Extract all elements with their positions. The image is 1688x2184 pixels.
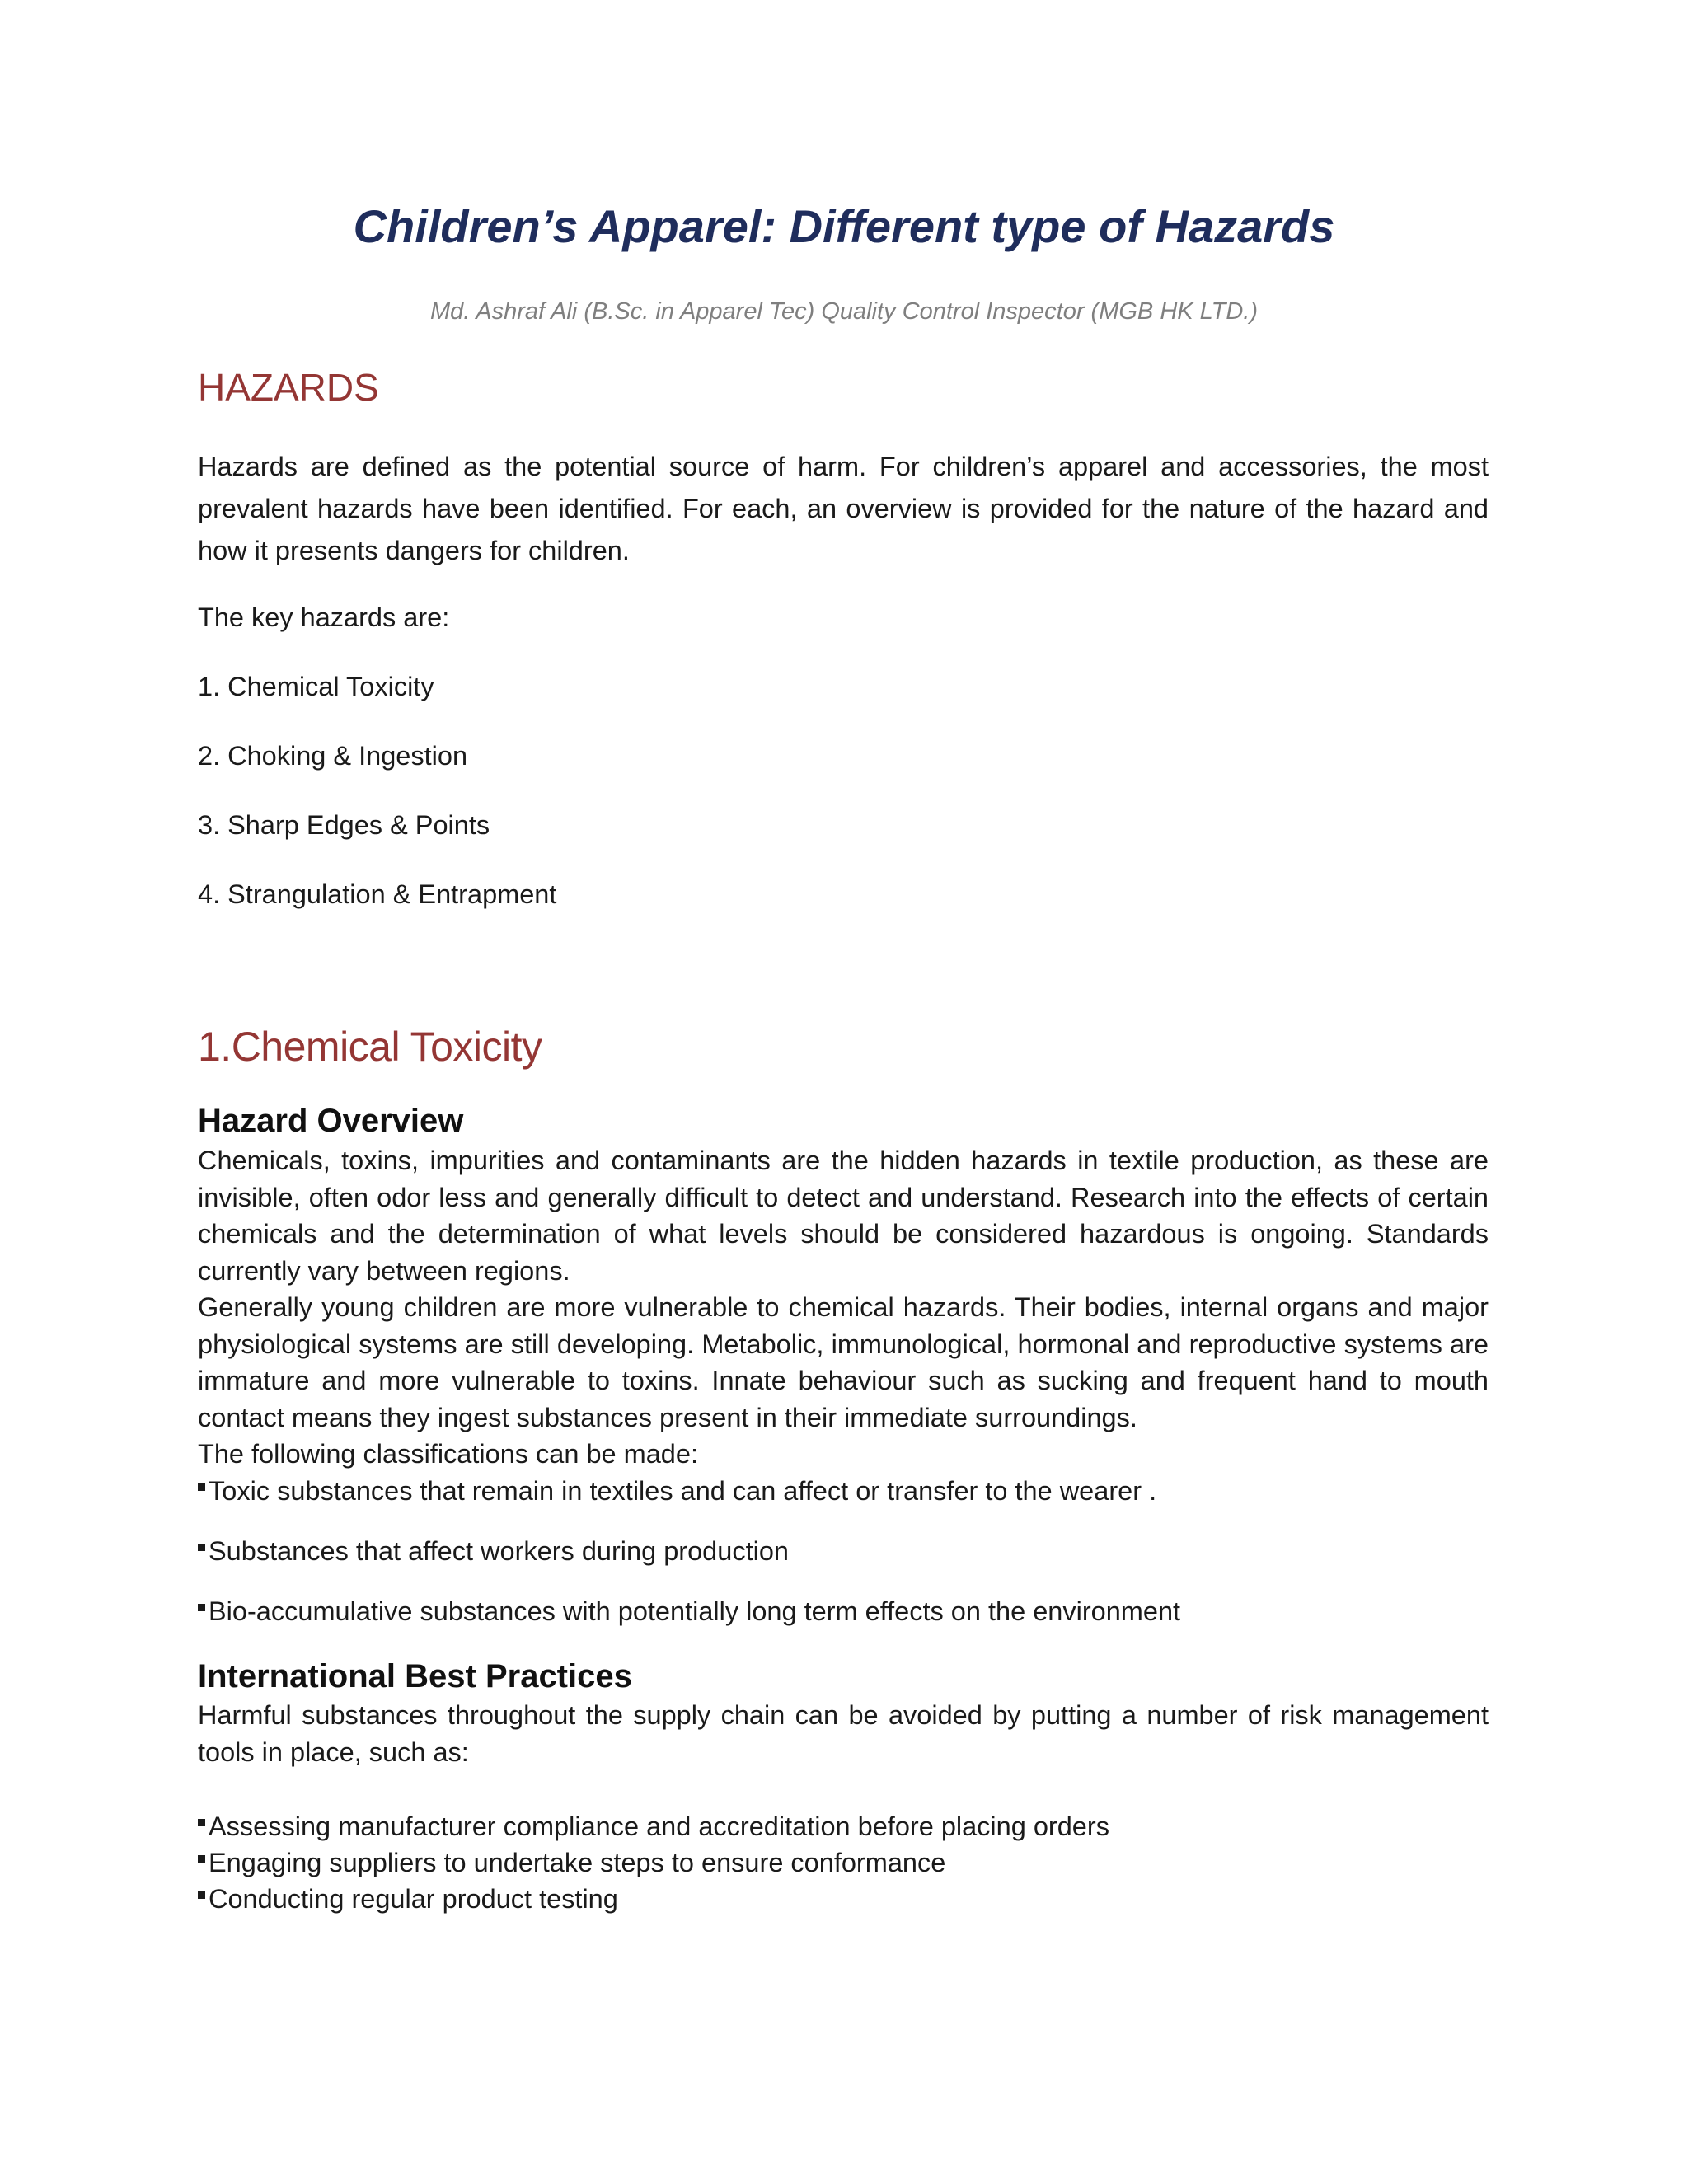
best-practices-paragraph: Harmful substances throughout the supply chain can be avoided by putting a number of risk management tools in place, such as: (198, 1700, 1489, 1767)
classification-bullet: Toxic substances that remain in textiles and can affect or transfer to the wearer . (198, 1473, 1156, 1509)
hazard-overview-heading: Hazard Overview (198, 1103, 464, 1139)
square-bullet-icon (198, 1604, 205, 1611)
best-practice-bullet: Assessing manufacturer compliance and accreditation before placing orders (198, 1808, 1109, 1844)
hazards-intro: Hazards are defined as the potential source of harm. For children’s apparel and accessories, the most prevalent hazards have been identified. For each, an overview is provided for the nature of the hazard and how it presents dangers for children. (198, 452, 1489, 565)
overview-paragraph-2: Generally young children are more vulnerable to chemical hazards. Their bodies, internal organs and major physiological systems are still developing. Metabolic, immunological, hormonal and reproductive systems are immature and more vulnerable to toxins. Innate behaviour such as sucking and frequent hand to mouth contact means they ingest substances present in their immediate surroundings. (198, 1292, 1489, 1432)
key-hazards-label: The key hazards are: (198, 602, 450, 632)
best-practice-bullet: Engaging suppliers to undertake steps to ensure conformance (198, 1844, 945, 1881)
chemical-toxicity-heading: 1.Chemical Toxicity (198, 1024, 542, 1070)
hazard-overview-body (198, 1142, 1489, 1473)
best-practice-bullet: Conducting regular product testing (198, 1881, 618, 1917)
square-bullet-icon (198, 1819, 205, 1826)
overview-paragraph-1: Chemicals, toxins, impurities and contaminants are the hidden hazards in textile production, as these are invisible, often odor less and generally difficult to detect and understand. Research into the effects of certain chemicals and the determination of what levels should be considered hazardous is ongoing. Standards currently vary between regions. (198, 1146, 1489, 1286)
square-bullet-icon (198, 1891, 205, 1899)
best-practices-heading: International Best Practices (198, 1658, 632, 1694)
square-bullet-icon (198, 1544, 205, 1551)
square-bullet-icon (198, 1855, 205, 1863)
document-title: Children’s Apparel: Different type of Hazards (353, 200, 1335, 252)
square-bullet-icon (198, 1483, 205, 1491)
hazard-list-item-strangulation: 4. Strangulation & Entrapment (198, 879, 557, 909)
author-line: Md. Ashraf Ali (B.Sc. in Apparel Tec) Quality Control Inspector (MGB HK LTD.) (429, 298, 1259, 325)
hazard-list-item-chemical: 1. Chemical Toxicity (198, 672, 434, 701)
hazard-list-item-sharp: 3. Sharp Edges & Points (198, 810, 490, 840)
hazard-list-item-choking: 2. Choking & Ingestion (198, 741, 468, 771)
classification-bullet: Substances that affect workers during production (198, 1533, 789, 1569)
overview-paragraph-3: The following classifications can be made: (198, 1439, 698, 1469)
hazards-heading: HAZARDS (198, 366, 379, 409)
classification-bullet: Bio-accumulative substances with potentially long term effects on the environment (198, 1593, 1180, 1629)
